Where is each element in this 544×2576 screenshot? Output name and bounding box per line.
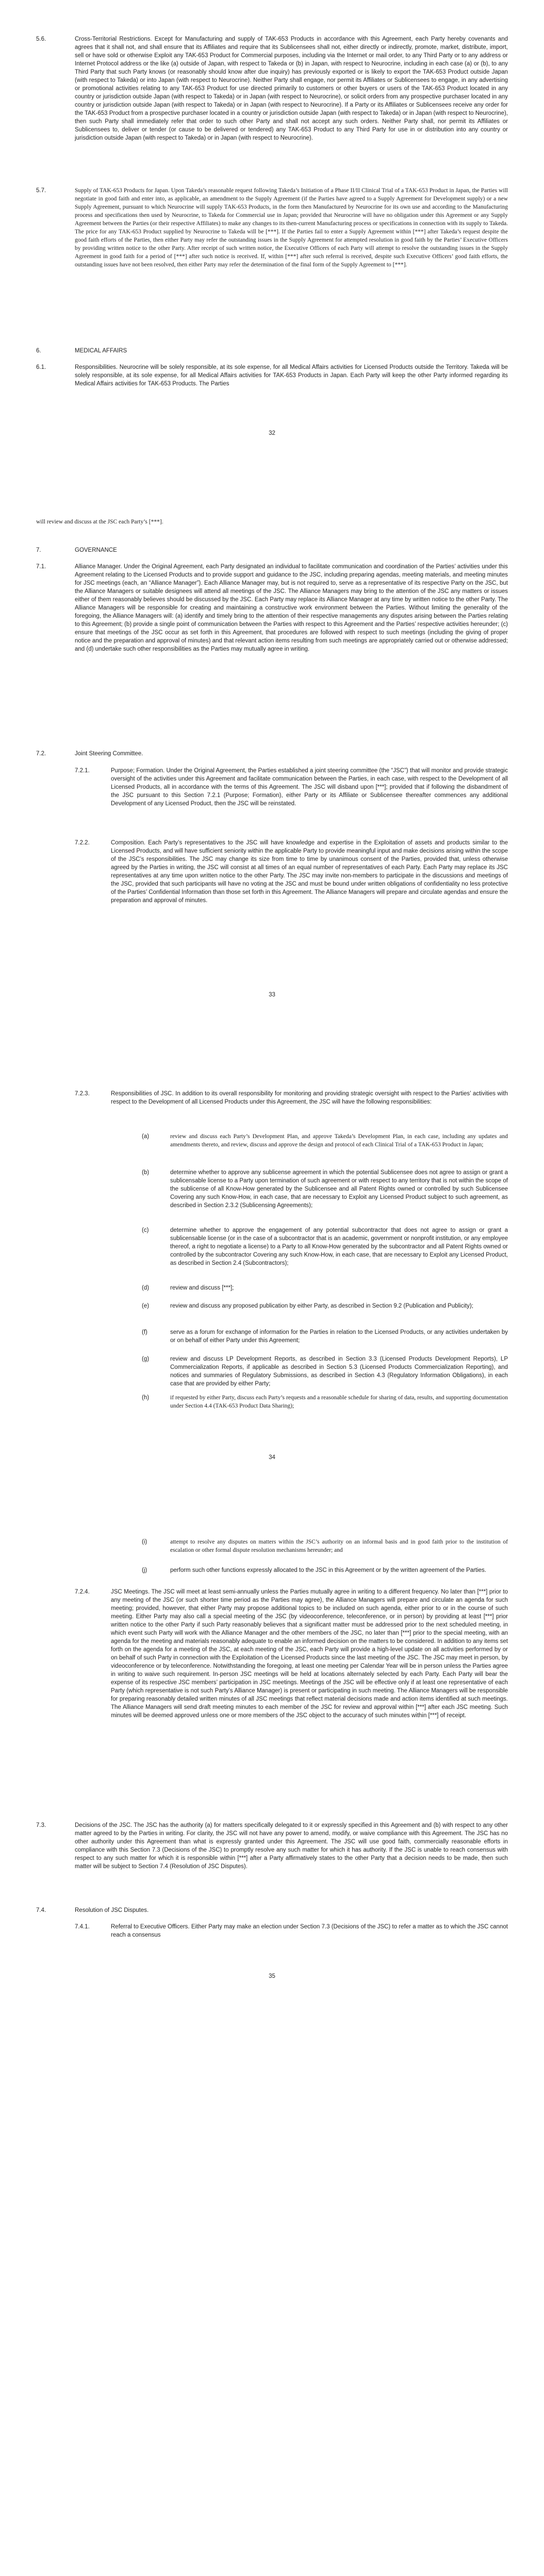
continued-text: will review and discuss at the JSC each Party’s [***].: [36, 519, 163, 525]
section-number: 5.7.: [36, 188, 46, 194]
section-number: 7.4.1.: [75, 1924, 90, 1930]
page-number: 33: [269, 992, 275, 998]
section-5-7-text: Supply of TAK-653 Products for Japan. Upon Takeda’s reasonable request following Takeda’s Initiation of a Phase II/II Clinical Trial of a TAK-653 Product in Japan, the Parties will negotiate in good faith and enter into, as applicable, an amendment to the Supply Agreement (if the Parties have agreed to a Supply Agreement for Development supply) or a new Supply Agreement, pursuant to which Neurocrine will supply TAK-653 Products, in the form then Manufactured by Neurocrine for its own use and according to the Manufacturing process and specifications then used by Neurocrine, to Takeda for Commercial use in Japan; provided that Neurocrine will have no obligation under this Agreement or any Supply Agreement between the Parties (or their respective Affiliates) to make any changes to its then-current Manufacturing process or specifications in connection with its supply to Takeda. The price for any TAK-653 Product supplied by Neurocrine to Takeda will be [***]. If the Parties fail to enter a Supply Agreement within [***] after Takeda’s request despite the good faith efforts of the Parties, then either Party may refer the outstanding issues in the Supply Agreement for attempted resolution in good faith by the Parties’ Executive Officers by providing written notice to the other Party. After receipt of such written notice, the Executive Officers of each Party will attempt to resolve the outstanding issues in the Supply Agreement in good faith for a period of [***] after such notice is received. If, within [***] after such referral is received, despite such Executive Officers’ good faith efforts, the outstanding issues have not been resolved, then either Party may refer the determination of the final form of the Supply Agreement to [***].: [75, 188, 508, 268]
list-item: serve as a forum for exchange of information for the Parties in relation to the Licensed Products, or any activities undertaken by or on behalf of either Party under this Agreement;: [170, 1329, 508, 1344]
list-item: attempt to resolve any disputes on matters within the JSC’s authority on an informal basis and in good faith prior to the institution of escalation or other formal dispute resolution mechanisms hereunder; and: [170, 1539, 508, 1553]
section-number: 7.3.: [36, 1822, 46, 1828]
section-7-2-2-text: Composition. Each Party’s representatives to the JSC will have knowledge and expertise in the Exploitation of assets and products similar to the Licensed Products, and will have sufficient seniority within the applicable Party to provide meaningful input and make decisions arising within the scope of the JSC’s responsibilities. The JSC may change its size from time to time by unanimous consent of the Parties, provided that, unless otherwise agreed by the Parties in writing, the JSC will consist at all times of an equal number of representatives of each Party. Each Party may replace its JSC representatives at any time upon written notice to the other Party. The JSC may invite non-members to participate in the discussions and meetings of the JSC, provided that such participants will have no voting at the JSC and must be bound under written obligations of confidentiality no less protective of the Parties’ Confidential Information than those set forth in this Agreement. The Alliance Managers will prepare and circulate agendas and ensure the preparation and approval of minutes.: [111, 840, 508, 904]
section-7-2-3-text: Responsibilities of JSC. In addition to its overall responsibility for monitoring and providing strategic oversight with respect to the Parties’ activities with respect to the Development of all Licensed Products under this Agreement, the JSC will have the following responsibilities:: [111, 1091, 508, 1105]
section-7-2-4-text: JSC Meetings. The JSC will meet at least semi-annually unless the Parties mutually agree in writing to a different frequency. No later than [***] prior to any meeting of the JSC (or such shorter time period as the Parties may agree), the Alliance Managers will prepare and circulate an agenda for such meeting; provided, however, that either Party may propose additional topics to be included on such agenda, either prior to or in the course of such meeting. Either Party may also call a special meeting of the JSC (by videoconference, teleconference, or in person) by providing at least [***] prior written notice to the other Party if such Party reasonably believes that a significant matter must be addressed prior to the next scheduled meeting, in which event such Party will work with the Alliance Manager and the other members of the JSC, no later than [***] prior to the special meeting, with an agenda for the meeting and materials reasonably adequate to enable an informed decision on the matters to be considered. In addition to any items set forth on the agenda for a meeting of the JSC, at each meeting of the JSC, each Party will provide a high-level update on all activities performed by or on behalf of such Party in connection with the Exploitation of the Licensed Products since the last meeting of the JSC. The JSC may meet in person, by videoconference or by teleconference. Notwithstanding the foregoing, at least one meeting per Calendar Year will be in person unless the Parties agree in writing to waive such requirement. In-person JSC meetings will be held at locations alternately selected by each Party. Each Party will bear the expense of its respective JSC members’ participation in JSC meetings. Meetings of the JSC will be effective only if at least one representative of each Party (which representative is not such Party’s Alliance Manager) is present or participating in such meeting. The Alliance Managers will be responsible for preparing reasonably detailed written minutes of all JSC meetings that reflect material decisions made and action items identified at such meetings. The Alliance Managers will send draft meeting minutes to each member of the JSC for review and approval within [***] after each JSC meeting. Such minutes will be deemed approved unless one or more members of the JSC object to the accuracy of such minutes within [***] of receipt.: [111, 1589, 508, 1719]
list-item: determine whether to approve any sublicense agreement in which the potential Sublicensee does not agree to assign or grant a sublicensable license to a Party upon termination of such agreement or with respect to any territory that is not within the scope of the sublicense of all Know-How generated by the Sublicensee and all Patent Rights owned or controlled by such Sublicensee Covering any such Know-How, in each case, that are necessary to Exploit any Licensed Product subject to such agreement, as described in Section 2.3.2 (Sublicensing Agreements);: [170, 1170, 508, 1209]
section-7-2-1-text: Purpose; Formation. Under the Original Agreement, the Parties established a joint steering committee (the “JSC”) that will monitor and provide strategic oversight of the activities under this Agreement and facilitate communication between the Parties, in each case, with respect to the Development of all Licensed Products, all in accordance with the terms of this Agreement. The JSC will disband upon [***]; provided that if following the disbandment of the JSC pursuant to this Section 7.2.1 (Purpose; Formation), either Party or its Affiliate or Sublicensee thereafter commences any additional Development of any Licensed Product, then the JSC will be reinstated.: [111, 768, 508, 807]
page-number: 34: [269, 1454, 275, 1461]
list-item-label: (c): [142, 1227, 149, 1233]
section-7-4-1-text: Referral to Executive Officers. Either Party may make an election under Section 7.3 (Decisions of the JSC) to refer a matter as to which the JSC cannot reach a consensus: [111, 1924, 508, 1938]
page-number: 32: [269, 430, 275, 436]
list-item: determine whether to approve the engagement of any potential subcontractor that does not agree to assign or grant a sublicensable license (or in the case of a subcontractor that is an academic, government or nonprofit institution, or any employee thereof, a right to negotiate a license) to a Party to all Know-How generated by the subcontractor and all Patent Rights owned or controlled by the subcontractor Covering any such Know-How, in each case, that are necessary to Exploit any Licensed Product, as described in Section 2.4 (Subcontractors);: [170, 1227, 508, 1266]
section-6-title: MEDICAL AFFAIRS: [75, 348, 127, 354]
section-number: 7.: [36, 547, 41, 553]
page-number: 35: [269, 1973, 275, 1979]
section-7-3-text: Decisions of the JSC. The JSC has the authority (a) for matters specifically delegated to it or expressly specified in this Agreement and (b) with respect to any other matter agreed to by the Parties in writing. For clarity, the JSC will not have any power to amend, modify, or waive compliance with this Agreement. The JSC has no other authority under this Agreement than what is expressly granted under this Agreement. The JSC will use good faith, commercially reasonable efforts in compliance with this Section 7.3 (Decisions of the JSC) to promptly resolve any such matter for which it has authority. If the JSC is unable to reach consensus with respect to any such matter for which it is responsible within [***] after a Party affirmatively states to the other Party that a decision needs to be made, then such matter will be subject to Section 7.4 (Resolution of JSC Disputes).: [75, 1822, 508, 1870]
list-item: review and discuss each Party’s Development Plan, and approve Takeda’s Development Plan, in each case, including any updates and amendments thereto, and review, discuss and approve the design and protocol of each Clinical Trial of a TAK-653 Product in Japan;: [170, 1133, 508, 1148]
list-item-label: (e): [142, 1303, 150, 1309]
section-number: 7.1.: [36, 564, 46, 570]
list-item-label: (g): [142, 1356, 150, 1362]
section-7-2-title: Joint Steering Committee.: [75, 751, 143, 757]
section-7-4-title: Resolution of JSC Disputes.: [75, 1907, 149, 1913]
section-number: 5.6.: [36, 36, 46, 42]
section-number: 7.2.4.: [75, 1589, 90, 1595]
list-item-label: (d): [142, 1285, 150, 1291]
list-item: review and discuss [***];: [170, 1285, 234, 1291]
section-7-1-text: Alliance Manager. Under the Original Agreement, each Party designated an individual to facilitate communication and coordination of the Parties’ activities under this Agreement relating to the Licensed Products and to provide support and guidance to the JSC, including preparing agendas, meeting materials, and meeting minutes for JSC meetings (each, an “Alliance Manager”). Each Alliance Manager may, but is not required to, serve as a representative of its respective Party on the JSC, but the Alliance Managers or suitable designees will attend all meetings of the JSC. The Alliance Managers may bring to the attention of the JSC any matters or issues either of them reasonably believes should be discussed by the JSC. Each Party may replace its Alliance Manager at any time by written notice to the other Party. The Alliance Managers will be responsible for creating and maintaining a constructive work environment between the Parties. Without limiting the generality of the foregoing, the Alliance Managers will: (a) identify and timely bring to the attention of their respective managements any disputes arising between the Parties relating to this Agreement; (b) provide a single point of communication between the Parties with respect to this Agreement and the Parties’ respective activities hereunder; (c) ensure that meetings of the JSC occur as set forth in this Agreement, that procedures are followed with respect to such meetings (including the giving of proper notice and the preparation and approval of minutes) and that relevant action items resulting from such meetings are appropriately carried out or otherwise addressed; and (d) undertake such other responsibilities as the Parties may mutually agree in writing.: [75, 564, 508, 652]
list-item: review and discuss LP Development Reports, as described in Section 3.3 (Licensed Products Development Reports), LP Commercialization Reports, if applicable as described in Section 5.3 (Licensed Products Commercialization Reporting), and notices and summaries of Regulatory Submissions, as described in Section 4.3 (Regulatory Information Obligations), in each case that are provided by either Party;: [170, 1356, 508, 1387]
section-number: 7.2.2.: [75, 840, 90, 846]
section-number: 7.4.: [36, 1907, 46, 1913]
list-item-label: (f): [142, 1329, 147, 1335]
section-7-title: GOVERNANCE: [75, 547, 117, 553]
list-item: review and discuss any proposed publication by either Party, as described in Section 9.2 (Publication and Publicity);: [170, 1303, 473, 1309]
section-number: 6.: [36, 348, 41, 354]
section-6-1-text: Responsibilities. Neurocrine will be solely responsible, at its sole expense, for all Medical Affairs activities for Licensed Products outside the Territory. Takeda will be solely responsible, at its sole expense, for all Medical Affairs activities for TAK-653 Products in Japan. Each Party will keep the other Party informed regarding its Medical Affairs activities for TAK-653 Products. The Parties: [75, 364, 508, 387]
list-item-label: (a): [142, 1133, 150, 1140]
list-item-label: (b): [142, 1170, 150, 1176]
list-item: if requested by either Party, discuss each Party’s requests and a reasonable schedule for sharing of data, results, and supporting documentation under Section 4.4 (TAK-653 Product Data Sharing);: [170, 1395, 508, 1409]
list-item: perform such other functions expressly allocated to the JSC in this Agreement or by the written agreement of the Parties.: [170, 1567, 487, 1573]
list-item-label: (h): [142, 1395, 150, 1401]
list-item-label: (i): [142, 1539, 147, 1545]
section-number: 7.2.: [36, 751, 46, 757]
list-item-label: (j): [142, 1567, 147, 1573]
section-number: 7.2.3.: [75, 1091, 90, 1097]
section-number: 6.1.: [36, 364, 46, 370]
section-5-6-text: Cross-Territorial Restrictions. Except for Manufacturing and supply of TAK-653 Products in accordance with this Agreement, each Party hereby covenants and agrees that it shall not, and shall ensure that its Affiliates and require that its Sublicensees shall not, either directly or indirectly, promote, market, distribute, import, sell or have sold or otherwise Exploit any TAK-653 Product for Commercial purposes, including via the Internet or mail order, to any Third Party or to any address or Internet Protocol address or the like (a) outside of Japan, with respect to Takeda or (b) in Japan, with respect to Neurocrine, including in each case (a) or (b), to any Third Party that such Party knows (or reasonably should know after due inquiry) has previously exported or is likely to export the TAK-653 Product outside Japan (with respect to Takeda) or into Japan (with respect to Neurocrine). Neither Party shall engage, nor permit its Affiliates or Sublicensees to engage, in any advertising or promotional activities relating to any TAK-653 Product for use directed primarily to customers or other buyers or users of the TAK-653 Product located in any country or jurisdiction outside Japan (with respect to Takeda) or in Japan (with respect to Neurocrine), or solicit orders from any prospective purchaser located in any country or jurisdiction outside Japan (with respect to Takeda) or in Japan (with respect to Neurocrine). If a Party or its Affiliates or Sublicensees receive any order for the TAK-653 Product from a prospective purchaser located in a country or jurisdiction outside Japan (with respect to Takeda) or in Japan (with respect to Neurocrine), then such Party shall immediately refer that order to such other Party and shall not accept any such orders. Neither Party shall, nor permit its Affiliates or Sublicensees to, deliver or tender (or cause to be delivered or tendered) any TAK-653 Product to any Third Party for use in or distribution into any country or jurisdiction outside Japan (with respect to Takeda) or in Japan (with respect to Neurocrine).: [75, 36, 508, 141]
section-number: 7.2.1.: [75, 768, 90, 774]
